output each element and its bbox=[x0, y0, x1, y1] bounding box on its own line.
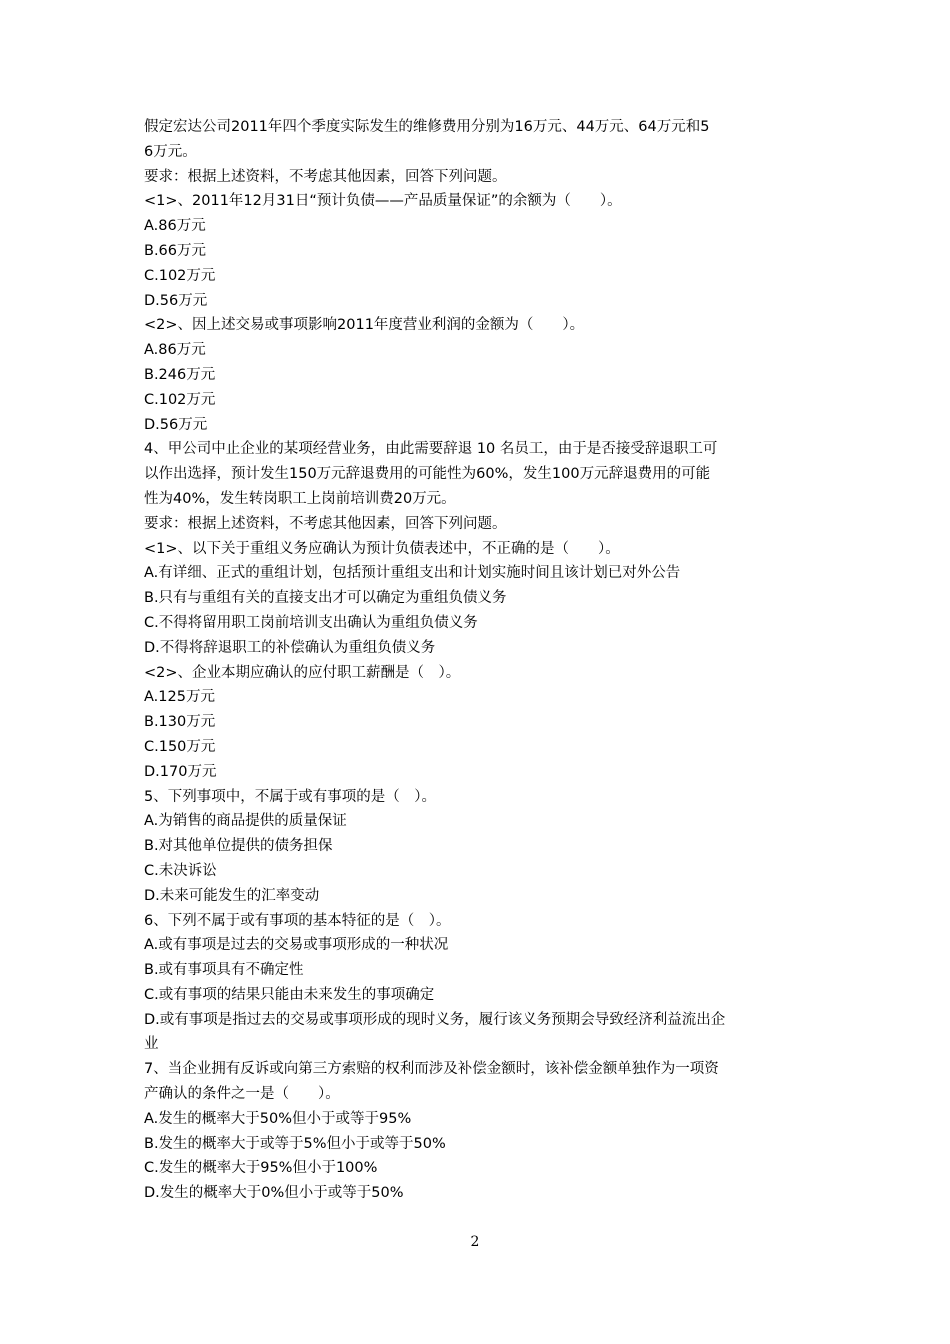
text-line: 4、甲公司中止企业的某项经营业务，由此需要辞退 10 名员工，由于是否接受辞退职工可 bbox=[144, 441, 718, 458]
text-line: A.或有事项是过去的交易或事项形成的一种状况 bbox=[144, 937, 449, 954]
text-line: C.150万元 bbox=[144, 738, 216, 755]
text-line: 6、下列不属于或有事项的基本特征的是（ ）。 bbox=[144, 912, 451, 929]
text-line: B.130万元 bbox=[144, 714, 216, 731]
text-line: A.有详细、正式的重组计划，包括预计重组支出和计划实施时间且该计划已对外公告 bbox=[144, 565, 681, 582]
text-line: C.不得将留用职工岗前培训支出确认为重组负债义务 bbox=[144, 614, 478, 631]
text-line: 要求：根据上述资料，不考虑其他因素，回答下列问题。 bbox=[144, 168, 507, 185]
page-content bbox=[144, 115, 810, 1206]
text-line: 要求：根据上述资料，不考虑其他因素，回答下列问题。 bbox=[144, 515, 507, 532]
text-line: 5、下列事项中，不属于或有事项的是（ ）。 bbox=[144, 788, 436, 805]
text-line: A.发生的概率大于50%但小于或等于95% bbox=[144, 1110, 412, 1127]
text-line: A.86万元 bbox=[144, 218, 206, 235]
text-line: D.不得将辞退职工的补偿确认为重组负债义务 bbox=[144, 639, 436, 656]
text-line: D.未来可能发生的汇率变动 bbox=[144, 887, 320, 904]
text-line: <1>、以下关于重组义务应确认为预计负债表述中，不正确的是（ ）。 bbox=[144, 540, 620, 557]
text-line: A.125万元 bbox=[144, 689, 215, 706]
text-line: D.56万元 bbox=[144, 416, 208, 433]
text-line: 以作出选择，预计发生150万元辞退费用的可能性为60%，发生100万元辞退费用的可能 bbox=[144, 466, 711, 483]
text-line: C.发生的概率大于95%但小于100% bbox=[144, 1160, 378, 1177]
text-line: 性为40%，发生转岗职工上岗前培训费20万元。 bbox=[144, 490, 456, 507]
text-line: <1>、2011年12月31日“预计负债——产品质量保证”的余额为（ ）。 bbox=[144, 193, 622, 210]
text-line: C.102万元 bbox=[144, 391, 216, 408]
text-line: <2>、因上述交易或事项影响2011年度营业利润的金额为（ ）。 bbox=[144, 317, 585, 334]
text-line: B.66万元 bbox=[144, 242, 207, 259]
text-line: B.只有与重组有关的直接支出才可以确定为重组负债义务 bbox=[144, 590, 507, 607]
text-line: B.发生的概率大于或等于5%但小于或等于50% bbox=[144, 1135, 446, 1152]
text-line: 6万元。 bbox=[144, 143, 197, 160]
text-line: C.或有事项的结果只能由未来发生的事项确定 bbox=[144, 986, 435, 1003]
text-line: <2>、企业本期应确认的应付职工薪酬是（ ）。 bbox=[144, 664, 461, 681]
text-line: A.为销售的商品提供的质量保证 bbox=[144, 813, 347, 830]
text-line: 业 bbox=[144, 1036, 159, 1053]
text-line: 7、当企业拥有反诉或向第三方索赔的权利而涉及补偿金额时，该补偿金额单独作为一项资 bbox=[144, 1061, 719, 1078]
text-line: D.或有事项是指过去的交易或事项形成的现时义务，履行该义务预期会导致经济利益流出企 bbox=[144, 1011, 726, 1028]
text-line: C.未决诉讼 bbox=[144, 862, 217, 879]
text-line: D.170万元 bbox=[144, 763, 217, 780]
text-line: 产确认的条件之一是（ ）。 bbox=[144, 1086, 340, 1103]
text-line: D.发生的概率大于0%但小于或等于50% bbox=[144, 1185, 404, 1202]
text-line: B.对其他单位提供的债务担保 bbox=[144, 838, 333, 855]
text-line: A.86万元 bbox=[144, 342, 206, 359]
text-line: D.56万元 bbox=[144, 292, 208, 309]
page-number: 2 bbox=[470, 1234, 480, 1250]
text-line: 假定宏达公司2011年四个季度实际发生的维修费用分别为16万元、44万元、64万元和5 bbox=[144, 119, 710, 135]
text-line: B.或有事项具有不确定性 bbox=[144, 962, 304, 979]
text-line: B.246万元 bbox=[144, 366, 216, 383]
text-line: C.102万元 bbox=[144, 267, 216, 284]
